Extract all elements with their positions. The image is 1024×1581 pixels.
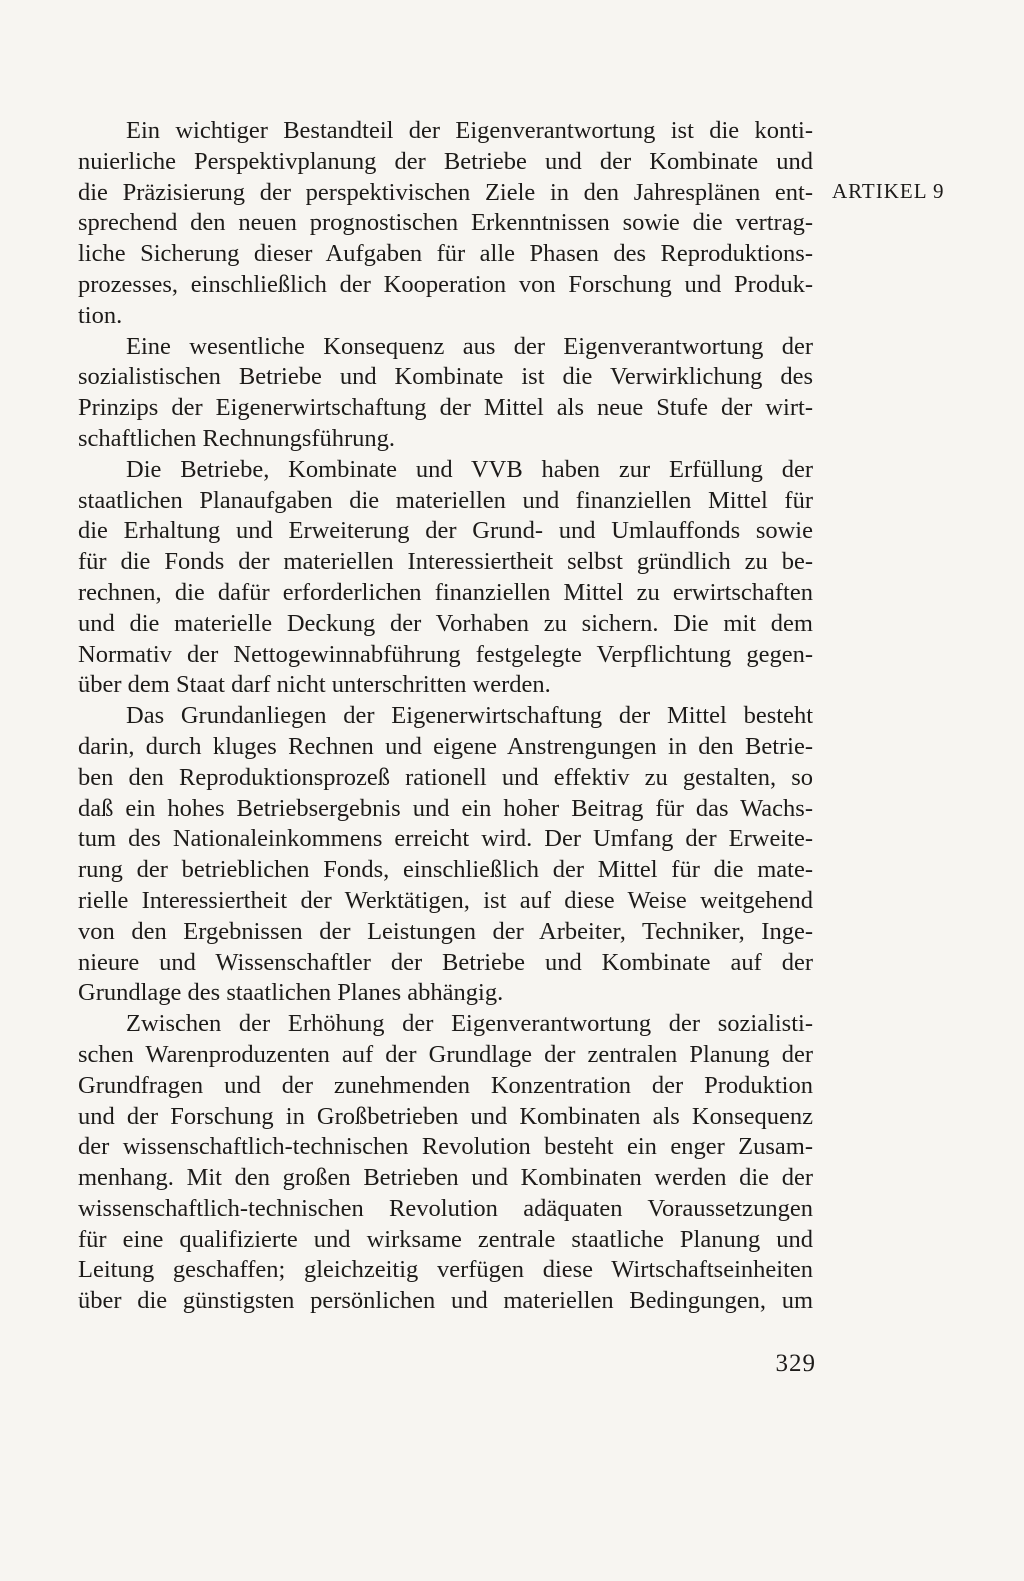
text-line: Grundlage des staatlichen Planes abhängig.	[78, 979, 504, 1007]
text-line: tum des Nationaleinkommens erreicht wird. Der Umfang der Erweite-	[78, 825, 813, 853]
text-line: rung der betrieblichen Fonds, einschließlich der Mittel für die mate-	[78, 856, 813, 884]
text-line: Grundfragen und der zunehmenden Konzentration der Produktion	[78, 1071, 813, 1099]
text-line: Das Grundanliegen der Eigenerwirtschaftung der Mittel besteht	[126, 702, 813, 730]
text-line: von den Ergebnissen der Leistungen der Arbeiter, Techniker, Inge-	[78, 917, 813, 945]
text-line: über dem Staat darf nicht unterschritten werden.	[78, 671, 551, 699]
text-line: staatlichen Planaufgaben die materiellen und finanziellen Mittel für	[78, 486, 813, 514]
text-line: wissenschaftlich-technischen Revolution adäquaten Voraussetzungen	[78, 1194, 813, 1222]
margin-note-article: ARTIKEL 9	[832, 179, 945, 203]
text-line: der wissenschaftlich-technischen Revolution besteht ein enger Zusam-	[78, 1133, 813, 1161]
text-line: und die materielle Deckung der Vorhaben zu sichern. Die mit dem	[78, 609, 813, 637]
text-line: rechnen, die dafür erforderlichen finanziellen Mittel zu erwirtschaften	[78, 578, 813, 606]
text-line: liche Sicherung dieser Aufgaben für alle Phasen des Reproduktions-	[78, 240, 813, 268]
text-line: prozesses, einschließlich der Kooperation von Forschung und Produk-	[78, 270, 813, 298]
text-line: schaftlichen Rechnungsführung.	[78, 424, 396, 452]
paragraph	[78, 455, 813, 701]
text-line: rielle Interessiertheit der Werktätigen, ist auf diese Weise weitgehend	[78, 886, 813, 914]
paragraph	[78, 332, 813, 455]
text-line: die Präzisierung der perspektivischen Ziele in den Jahresplänen ent-	[78, 178, 813, 206]
text-line: für eine qualifizierte und wirksame zentrale staatliche Planung und	[78, 1225, 813, 1253]
text-line: und der Forschung in Großbetrieben und Kombinaten als Konsequenz	[78, 1102, 813, 1130]
text-line: sozialistischen Betriebe und Kombinate ist die Verwirklichung des	[78, 363, 813, 391]
text-line: schen Warenproduzenten auf der Grundlage der zentralen Planung der	[78, 1040, 813, 1068]
body-text	[78, 116, 813, 1317]
text-line: nuierliche Perspektivplanung der Betriebe und der Kombinate und	[78, 147, 813, 175]
text-line: menhang. Mit den großen Betrieben und Kombinaten werden die der	[78, 1164, 813, 1192]
paragraph	[78, 116, 813, 332]
text-line: tion.	[78, 301, 123, 329]
text-line: für die Fonds der materiellen Interessiertheit selbst gründlich zu be-	[78, 548, 813, 576]
text-line: daß ein hohes Betriebsergebnis und ein hoher Beitrag für das Wachs-	[78, 794, 813, 822]
text-line: nieure und Wissenschaftler der Betriebe und Kombinate auf der	[78, 948, 813, 976]
page-number: 329	[775, 1350, 816, 1377]
text-line: über die günstigsten persönlichen und materiellen Bedingungen, um	[78, 1287, 813, 1315]
text-line: Ein wichtiger Bestandteil der Eigenverantwortung ist die konti-	[126, 117, 813, 144]
text-line: Die Betriebe, Kombinate und VVB haben zur Erfüllung der	[126, 455, 813, 483]
text-line: Normativ der Nettogewinnabführung festgelegte Verpflichtung gegen-	[78, 640, 813, 668]
text-line: Prinzips der Eigenerwirtschaftung der Mittel als neue Stufe der wirt-	[78, 394, 813, 422]
text-line: Zwischen der Erhöhung der Eigenverantwortung der sozialisti-	[126, 1010, 813, 1038]
text-line: sprechend den neuen prognostischen Erkenntnissen sowie die vertrag-	[78, 209, 813, 237]
text-line: darin, durch kluges Rechnen und eigene Anstrengungen in den Betrie-	[78, 732, 813, 760]
text-line: Eine wesentliche Konsequenz aus der Eigenverantwortung der	[126, 332, 813, 360]
paragraph	[78, 701, 813, 1009]
text-line: Leitung geschaffen; gleichzeitig verfügen diese Wirtschaftseinheiten	[78, 1256, 813, 1284]
paragraph	[78, 1009, 813, 1317]
text-line: die Erhaltung und Erweiterung der Grund- und Umlauffonds sowie	[78, 517, 813, 545]
text-line: ben den Reproduktionsprozeß rationell und effektiv zu gestalten, so	[78, 763, 813, 791]
